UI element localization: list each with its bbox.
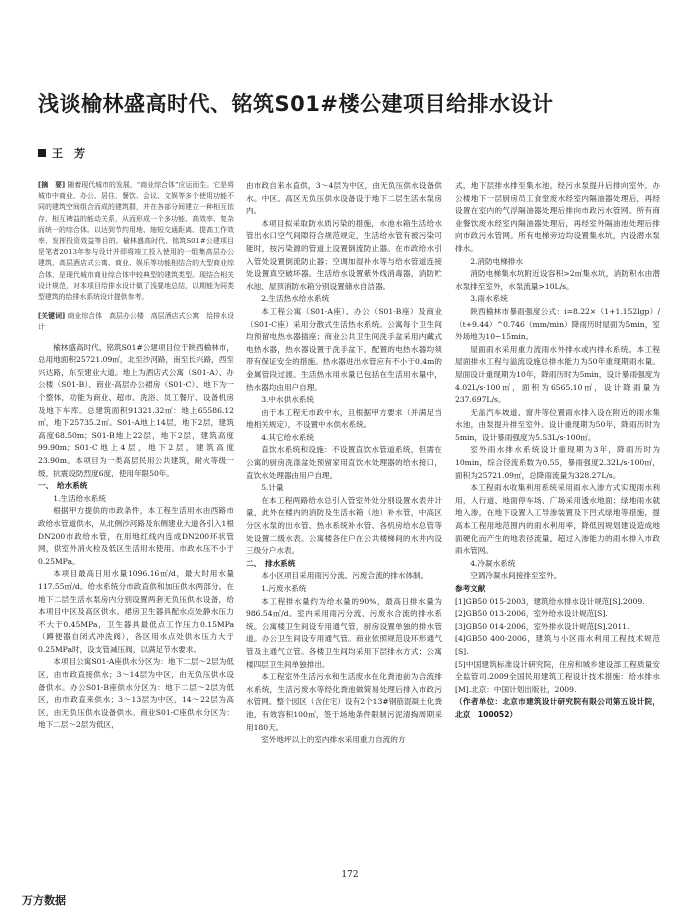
abstract-text: 随着现代城市的发展，“商业综合体”应运而生。它是将城市中商业、办公、居住、餐饮、会议、文娱等多个使用功能不同的建筑空间组合而成的建筑群，并在各部分间建立一种相互依存、相互裨益的能动关系，从而形成一个多功能、高效率、复杂而统一的综合体。以达到节约用地、缩短交通距离、提高工作效率、发挥投资效益等目的。榆林盛高时代、铭筑S01#公建项目是笔者2013年参与设计并即将竣工投入使用的一组集高层办公建筑、高层酒店式公寓、商业、娱乐等功能相结合的大型商业综合体，是现代城市商业综合体中较典型的建筑类型。现结合相关设计规范，对本项目给排水设计做了浅要地总结，以期能为同类型建筑的给排水系统设计提供参考。 [38, 181, 234, 302]
paragraph: 本项目公寓S01-A座供水分区为：地下二层～2层为低区，由市政直接供水；3～14层为中区，由无负压供水设备供水。办公S01-B座供水分区为：地下二层～2层为低区，由市政直来供水；3～13层为中区，14～22层为高区，由无负压供水设备供水。商业S01-C座供水分区为：地下二层～2层为低区， [38, 657, 234, 730]
footer-logo: 万方数据 [22, 894, 66, 907]
paragraph: 本项目拟采取防水质污染的措施，水池水箱生活给水管出水口空气间隙符合规范规定，生活给水管有被污染可能时，按污染源的管道上设置倒流防止器。在市政给水引入管处设置倒流防止器；空调加湿补水等与给水管道连接处设置真空破坏器。生活给水设置紫外线消毒器，消防贮水池、屋顶消防水箱分别设置储水自洁器。 [246, 218, 442, 291]
paragraph: 本工程室外生活污水和生活废水在化粪池前为合流排水系统，生活污废水等经化粪池做简易处理后排入市政污水管网。整个园区（含住宅）设有2个13#钢筋混凝土化粪池，有效容积100㎥，签于场地条件限制污泥清掏周期采用180天。 [246, 672, 442, 732]
intro-paragraph: 榆林盛高时代、铭筑S01#公建项目位于陕西榆林市，总用地面积25721.09㎡，北至沙河路，南至长兴路，西至兴达路，东至建业大道。地上为酒店式公寓（S01-A）、办公楼（S01-B）、商业-高层办公裙房（S01-C）、地下为一个整体，功能为商业、超市、洗浴、员工餐厅、设备机房及地下车库。总建筑面积91321.32㎡：地上65586.12㎡，地下25735.2㎡。S01-A地上14层，地下2层，建筑高度68.50m；S01-B地上22层，地下2层，建筑高度99.90m；S01-C地上4层，地下2层，建筑高度23.90m。本项目为一类高层民用公共建筑，耐火等级一级，抗震设防烈度6度，使用年限50年。 [38, 342, 234, 478]
keywords-text: 商业综合体 高层办公楼 高层酒店式公寓 给排水设计 [38, 312, 234, 332]
subsection-heading-rainwater: 3.雨水系统 [470, 294, 508, 304]
paragraph: 无盖汽车坡道、窗井等位置雨水排入设在附近的雨水集水池，由泵提升排至室外。设计重现期为50年，降雨历时为5min，设计暴雨强度为5.53L/s·100㎡。 [455, 407, 660, 442]
paragraph: 直饮水系统和设施：不设置直饮水管道系统，但需在公寓的厨房洗涤盆处预留家用直饮水处理器的给水接口，直饮水处理器由用户自理。 [246, 445, 442, 480]
reference-item: [2]GB50 013-2006，室外给水设计规范[S]. [455, 609, 608, 619]
references-heading: 参考文献 [455, 584, 486, 593]
paragraph: 本工程排水量约为给水量的90%，最高日排水量为986.54㎥/d。室内采用雨污分流、污废水合流的排水系统。公寓楼卫生间设专用通气管，厨房设置单独的排水管道。办公卫生间设专用通气管。商业依照规范设环形通气管及主通气立管。各楼卫生间均采用下层排水方式；公寓楼四层卫生间单独排出。 [246, 596, 442, 669]
paragraph: 屋面雨水采用重力流雨水外排水或内排水系统。本工程屋面排水工程与溢流设施总排水能力为50年重现期雨水量。屋面设计重现期为10年，降雨历时为5min，设计暴雨强度为4.02L/s·100㎡，面积为6565.10㎡，设计降雨量为237.697L/s。 [455, 344, 660, 405]
abstract-label: [摘 要] [38, 181, 66, 189]
paragraph: 空调冷凝水间接排至室外。 [470, 571, 562, 581]
column-3 [455, 180, 660, 722]
paragraph: 在本工程两路给水总引入管室外处分别设置水表井计量，此外在楼内的消防及生活水箱（池）补水管，中高区分区水泵的出水管、热水系统补水管、各机房给水总管等处设置二级水表。公寓楼各住户在公共楼梯间的水井内设三级分户水表。 [246, 495, 442, 556]
author-name: 王 芳 [52, 147, 85, 160]
paragraph: 室外雨水排水系统设计重现期为3年，降雨历时为10min，综合径流系数为0.55，暴雨强度2.32L/s·100㎡，面积为25721.09㎡，总降雨流量为328.27L/s。 [455, 445, 660, 480]
subsection-heading-reclaimed-water: 3.中水供水系统 [261, 395, 314, 405]
paragraph: 室外地坪以上的室内排水采用重力自流的方 [261, 735, 406, 745]
subsection-heading-sewage: 1.污废水系统 [261, 584, 307, 593]
section-heading-drainage: 二、 排水系统 [246, 558, 296, 568]
reference-item: [5]中国建筑标准设计研究院，住房和城乡建设部工程质量安全监管司.2009全国民用建筑工程设计技术措施：给水排水[M].北京：中国计划出版社，2009. [455, 659, 660, 694]
subsection-heading-other-water: 4.其它给水系统 [261, 432, 314, 442]
column-2 [246, 180, 442, 747]
reference-item: [4]GB50 400-2006，建筑与小区雨水利用工程技术规范[S]. [455, 634, 660, 656]
subsection-heading-metering: 5.计量 [261, 483, 284, 493]
paragraph: 由市政自来水直供，3～4层为中区，由无负压供水设备供水。中区、高区无负压供水设备设于地下二层生活水泵房内。 [246, 181, 442, 216]
section-heading-water-supply: 一、 给水系统 [38, 481, 88, 491]
square-bullet-icon [38, 149, 46, 157]
paragraph: 本小区项目采用雨污分流、污废合流的排水体制。 [261, 571, 429, 581]
paragraph: 本项目最高日用水量1096.16㎥/d，最大时用水量117.55㎥/d。给水系统分市政直供和加压供水两部分。在地下二层生活水泵房内分别设置两套无负压供水设备，给本项目中区及高区供水。裙房卫生器具配水点处静水压力不大于0.45MPa，卫生器具最低点工作压力0.15MPa（蹲便器自闭式冲洗阀），各区用水点处供水压力大于0.25MPa时，设支管减压阀，以满足节水要求。 [38, 569, 234, 654]
abstract [38, 180, 234, 334]
reference-item: [3]GB50 014-2006，室外排水设计规范[S].2011. [455, 621, 630, 631]
paragraph: 消防电梯集水坑附近设容积>2㎥集水坑，消防积水由潜水泵排至室外，水泵流量>10L/s。 [455, 269, 660, 291]
column-1 [38, 180, 234, 732]
subsection-heading-elevator-drainage: 2.消防电梯排水 [470, 256, 523, 266]
paragraph: 陕西榆林市暴雨强度公式：i=8.22×（1+1.152lgp）/（t+9.44）^0.746（mm/min）降雨历时屋面为5min，室外场地为10~15min。 [455, 306, 660, 342]
author-affiliation: （作者单位：北京市建筑设计研究院有限公司第五设计院，北京 100052） [455, 697, 660, 719]
paper-title: 浅谈榆林盛高时代、铭筑S01#楼公建项目给排水设计 [38, 92, 554, 116]
keywords-label: [关键词] [38, 312, 66, 321]
paragraph: 根据甲方提供的市政条件，本工程生活用水由西路市政给水管道供水，从北侧沙河路及东侧建业大道各引入1根DN200市政给水管，在用地红线内连成DN200环状管网，供室外消火栓及低区生活用水使用。市政水压不小于0.25MPa。 [38, 506, 234, 566]
paragraph: 由于本工程无市政中水，且根据甲方要求（并满足当地相关规定），不设置中水供水系统。 [246, 407, 442, 430]
subsection-heading-domestic-water: 1.生活给水系统 [53, 493, 106, 503]
author [38, 145, 85, 161]
subsection-heading-condensate: 4.冷凝水系统 [470, 558, 516, 568]
subsection-heading-hot-water: 2.生活热水给水系统 [261, 294, 330, 304]
paragraph: 本工程公寓（S01-A座）、办公（S01-B座）及商业（S01-C座）采用分散式生活热水系统。公寓每个卫生间均预留电热水器插座；商业公共卫生间洗手盆采用内藏式电热水器，热水器设置于洗手盆下。配置的电热水器均须带有保证安全的措施。热水器进出水管应有不小于0.4m的金属管段过渡。生活热水用水量已包括在生活用水量中，热水器均由用户自理。 [246, 306, 442, 392]
reference-item: [1]GB50 015-2003，建筑给水排水设计规范[S].2009. [455, 596, 645, 606]
paragraph: 式，地下层排水排至集水池，经污水泵提升后排向室外。办公楼地下一层厨房员工食堂废水经室内隔油器处理后，再经设置在室内的气浮隔油器处理后排向市政污水管网。所有商业餐饮废水经室内隔油器处理后，再经室外隔油池处理后排向市政污水管网。所有电梯旁边均设置集水坑，内设潜水泵排水。 [455, 181, 660, 253]
page-number: 172 [341, 870, 359, 880]
paragraph: 本工程雨水收集利用系统采用雨水入渗方式实现雨水利用，人行道、地面停车场、广场采用透水地面；绿地雨水就地入渗，在地下设置入工导渗装置及下凹式绿地等措施，提高本工程用地范围内的雨水利用率，降低因规划建设造成地面硬化而产生的地表径流量，超过入渗能力的雨水排入市政雨水管网。 [455, 483, 660, 556]
